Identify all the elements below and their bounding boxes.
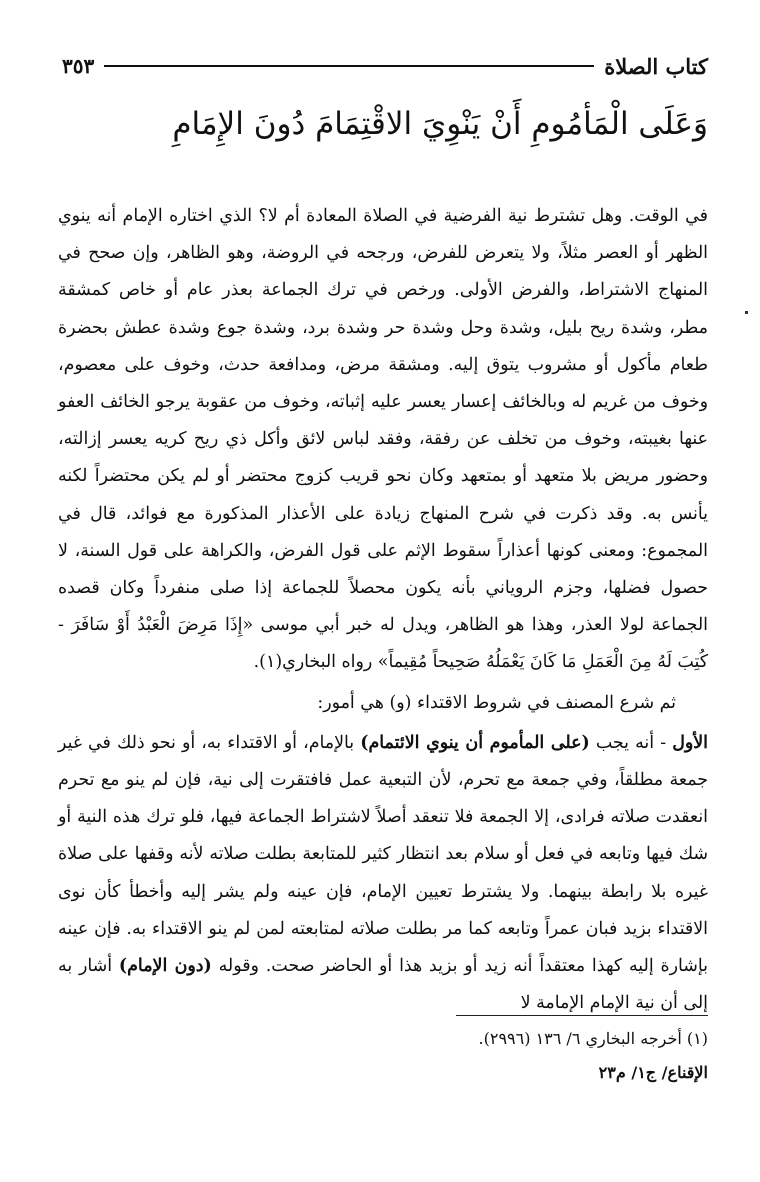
section-lead: الأول (672, 732, 708, 753)
margin-mark (745, 311, 748, 314)
page-signature: الإقناع/ ج١/ م٢٣ (598, 1063, 708, 1082)
commentary-paragraph-2: ثم شرع المصنف في شروط الاقتداء (و) هي أمور: (317, 692, 676, 713)
commentary-text (58, 198, 708, 1022)
page-number: ٣٥٣ (62, 54, 95, 78)
header-rule (104, 65, 594, 67)
matn-text: وَعَلَى الْمَأمُومِ أَنْ يَنْوِيَ الاقْتِمَامَ دُونَ الإِمَامِ (172, 106, 708, 142)
commentary-paragraph-1: في الوقت. وهل تشترط نية الفرضية في الصلاة المعادة أم لا؟ الذي اختاره الإمام أنه ينوي الظهر أو العصر مثلاً، ولا يتعرض للفرض، ورجحه في الروضة، وهو الظاهر، وإن صحح في المنهاج الاشتراط، والفرض الأولى. ورخص في ترك الجماعة بعذر عام أو خاص كمشقة مطر، وشدة ريح بليل، وشدة وحل وشدة حر وشدة برد، وشدة جوع وشدة عطش بحضرة طعام مأكول أو مشروب يتوق إليه. ومشقة مرض، ومدافعة حدث، وخوف على معصوم، وخوف من غريم له وبالخائف إعسار يعسر عليه إثباته، وخوف من عقوبة يرجو الخائف العفو عنها بغيبته، وخوف من تخلف عن رفقة، وفقد لباس لائق وأكل ذي ريح كريه يعسر إزالته، وحضور مريض بلا متعهد أو بمتعهد وكان نحو قريب كزوج محتضر أو لم يكن محتضراً لكنه يأنس به. وقد ذكرت في شرح المنهاج زيادة على الأعذار المذكورة مع فوائد، قال في المجموع: ومعنى كونها أعذاراً سقوط الإثم على قول الفرض، والكراهة على قول السنة، لا حصول فضلها، وجزم الروياني بأنه يكون محصلاً للجماعة إذا صلى منفرداً وكان قصده الجماعة لولا العذر، وهذا هو الظاهر، ويدل له خبر أبي موسى «إِذَا مَرِضَ الْعَبْدُ أَوْ سَافَرَ - كُتِبَ لَهُ مِنَ الْعَمَلِ مَا كَانَ يَعْمَلُهُ صَحِيحاً مُقِيماً» رواه البخاري(١). (58, 206, 708, 673)
chapter-title: كتاب الصلاة (604, 53, 708, 79)
text-run: - أنه يجب (589, 732, 673, 753)
running-header (62, 52, 708, 80)
commentary-paragraph-3 (58, 725, 708, 1023)
text-run: بالإمام، أو الاقتداء به، أو نحو ذلك في غير جمعة مطلقاً، وفي جمعة مع تحرم، لأن التبعية عمل فافتقرت إلى نية، فإن لم ينو مع تحرم انعقدت صلاته فرادى، إلا الجمعة فلا تنعقد أصلاً لاشتراط الجماعة فيها، فلو ترك هذه النية أو شك فيها وتابعه في فعل أو سلام بعد انتظار كثير للمتابعة بطلت صلاته لأنه وقفها على صلاة غيره بلا رابطة بينهما. ولا يشترط تعيين الإمام، فإن عينه ولم يشر إليه وأخطأ كأن نوى الاقتداء بزيد فبان عمراً وتابعه كما مر بطلت صلاته لمتابعته لمن لم ينو الاقتداء به. فإن عينه بإشارة إليه كهذا معتقداً أنه زيد أو بزيد هذا أو الحاضر صحت. وقوله (58, 732, 708, 977)
matn-quote: (على المأموم أن ينوي الائتمام) (360, 732, 590, 753)
footnote-rule (456, 1015, 708, 1016)
footnote: (١) أخرجه البخاري ٦/ ١٣٦ (٢٩٩٦). (478, 1029, 708, 1048)
text-run: أشار به إلى أن نية الإمام الإمامة لا (58, 956, 708, 1014)
matn-quote: (دون الإمام) (118, 956, 212, 977)
